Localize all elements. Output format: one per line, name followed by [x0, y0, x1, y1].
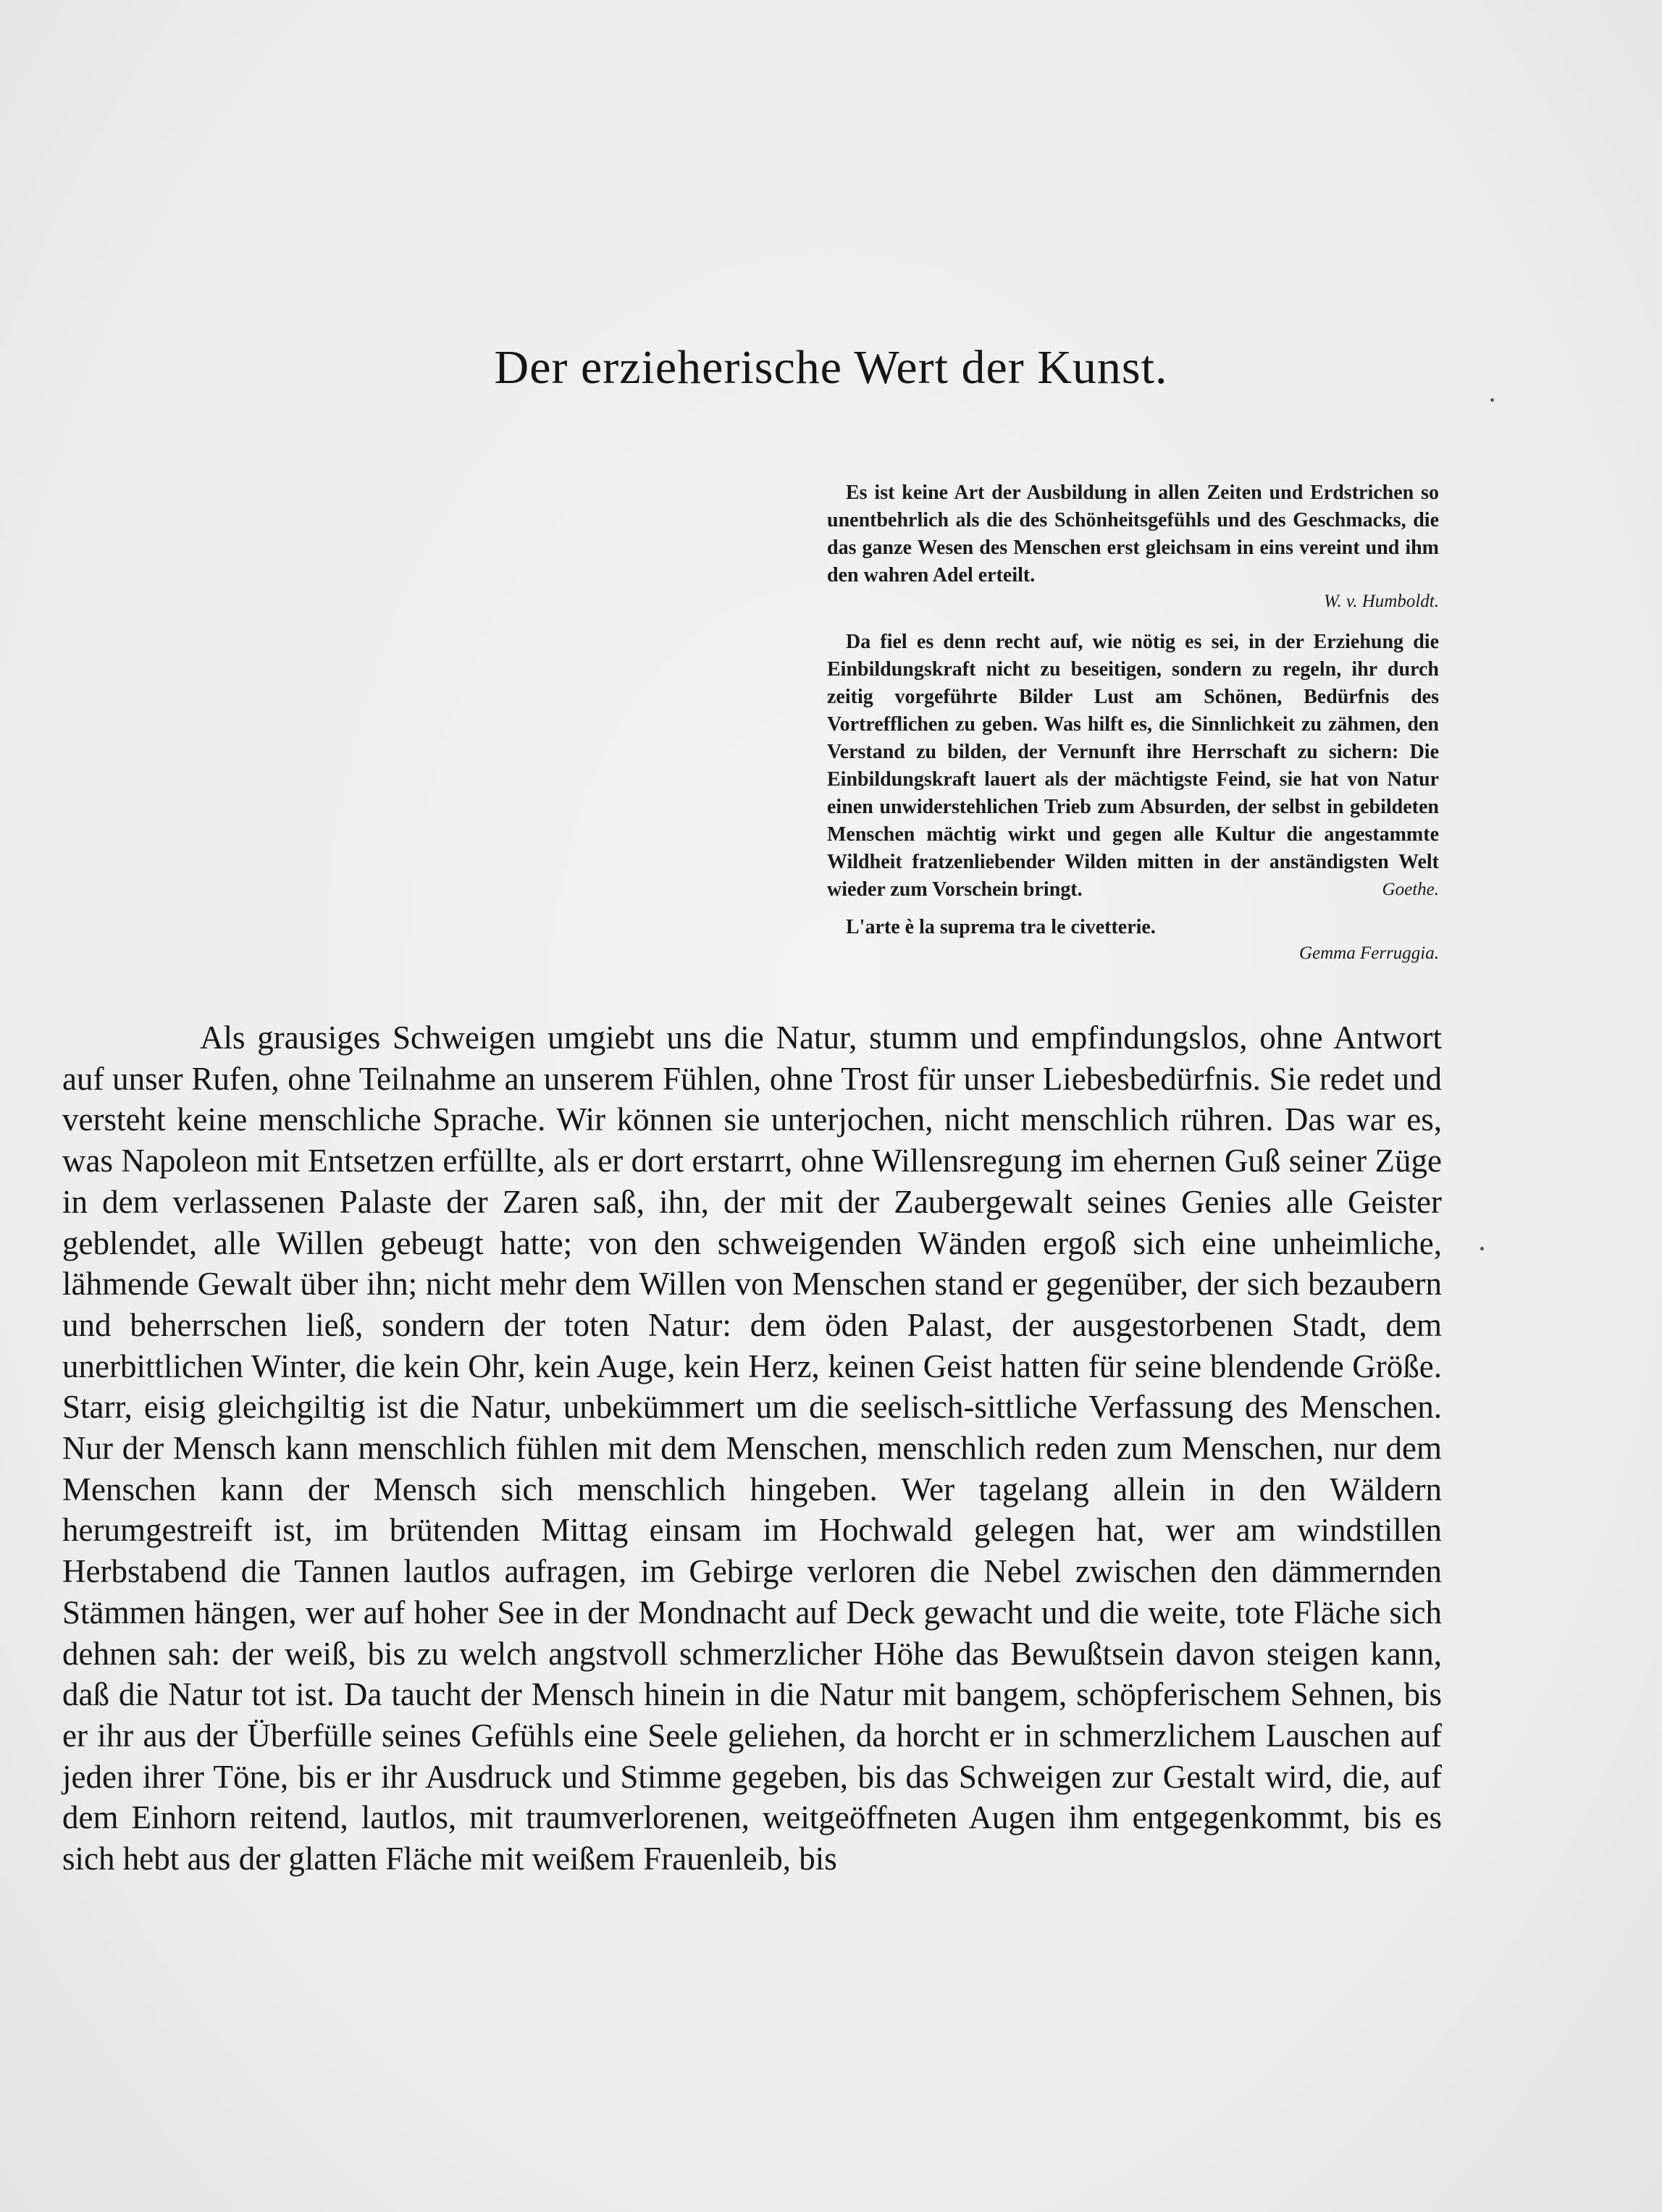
motto-text: L'arte è la suprema tra le civetterie. — [846, 916, 1156, 938]
motto-quote — [827, 914, 1439, 967]
paper-speck — [1480, 1247, 1484, 1250]
motto-block — [827, 479, 1439, 980]
motto-text: Es ist keine Art der Ausbildung in allen Zeiten und Erdstrichen so unentbehrlich als die des Schönheitsgefühls und des Geschmacks, die das ganze Wesen des Menschen erst gleichsam in eins vereint und ihm den wahren Adel erteilt. — [827, 481, 1439, 586]
motto-author: Goethe. — [1382, 880, 1439, 899]
motto-text: Da fiel es denn recht auf, wie nötig es sei, in der Erziehung die Einbildungskraft nicht zu beseitigen, sondern zu regeln, ihr durch zeitig vorgeführte Bilder Lust am Schönen, Bedürfnis des Vortrefflichen zu geben. Was hilft es, die Sinnlichkeit zu zähmen, den Verstand zu bilden, der Vernunft ihre Herrschaft zu sichern: Die Einbildungskraft lauert als der mächtigste Feind, sie hat von Natur einen unwiderstehlichen Trieb zum Absurden, der selbst in gebildeten Menschen mächtig wirkt und gegen alle Kultur die angestammte Wildheit fratzenliebender Wilden mitten in der anständigsten Welt wieder zum Vorschein bringt. — [827, 631, 1439, 901]
paper-speck — [1490, 398, 1494, 402]
motto-author: W. v. Humboldt. — [1323, 592, 1439, 611]
motto-author: Gemma Ferruggia. — [1298, 943, 1439, 963]
body-paragraph: Als grausiges Schweigen umgiebt uns die Natur, stumm und empfindungslos, ohne Antwort auf unser Rufen, ohne Teilnahme an unserem Fühlen, ohne Trost für unser Liebesbedürfnis. Sie redet und versteht keine menschliche Sprache. Wir können sie unterjochen, nicht menschlich rühren. Das war es, was Napoleon mit Entsetzen erfüllte, als er dort erstarrt, ohne Willensregung im ehernen Guß seiner Züge in dem verlassenen Palaste der Zaren saß, ihn, der mit der Zaubergewalt seines Genies alle Geister geblendet, alle Willen gebeugt hatte; von den schweigenden Wänden ergoß sich eine unheimliche, lähmende Gewalt über ihn; nicht mehr dem Willen von Menschen stand er gegenüber, der sich bezaubern und beherrschen ließ, sondern der toten Natur: dem öden Palast, der ausgestorbenen Stadt, dem unerbittlichen Winter, die kein Ohr, kein Auge, kein Herz, keinen Geist hatten für seine blendende Größe. Starr, eisig gleichgiltig ist die Natur, unbekümmert um die seelisch-sittliche Verfassung des Menschen. Nur der Mensch kann menschlich fühlen mit dem Menschen, menschlich reden zum Menschen, nur dem Menschen kann der Mensch sich menschlich hingeben. Wer tagelang allein in den Wäldern herumgestreift ist, im brütenden Mittag einsam im Hochwald gelegen hat, wer am windstillen Herbstabend die Tannen lautlos aufragen, im Gebirge verloren die Nebel zwischen den dämmernden Stämmen hängen, wer auf hoher See in der Mondnacht auf Deck gewacht und die weite, tote Fläche sich dehnen sah: der weiß, bis zu welch angstvoll schmerzlicher Höhe das Bewußtsein davon steigen kann, daß die Natur tot ist. Da taucht der Mensch hinein in die Natur mit bangem, schöpferischem Sehnen, bis er ihr aus der Überfülle seines Gefühls eine Seele geliehen, da horcht er in schmerzlichem Lauschen auf jeden ihrer Töne, bis er ihr Ausdruck und Stimme gegeben, bis das Schweigen zur Gestalt wird, die, auf dem Einhorn reitend, lautlos, mit traumverlorenen, weitgeöffneten Augen ihm entgegenkommt, bis es sich hebt aus der glatten Fläche mit weißem Frauenleib, bis — [62, 1019, 1442, 1877]
motto-quote — [827, 479, 1439, 615]
page-title: Der erzieherische Wert der Kunst. — [494, 341, 1168, 394]
motto-quote — [827, 628, 1439, 904]
